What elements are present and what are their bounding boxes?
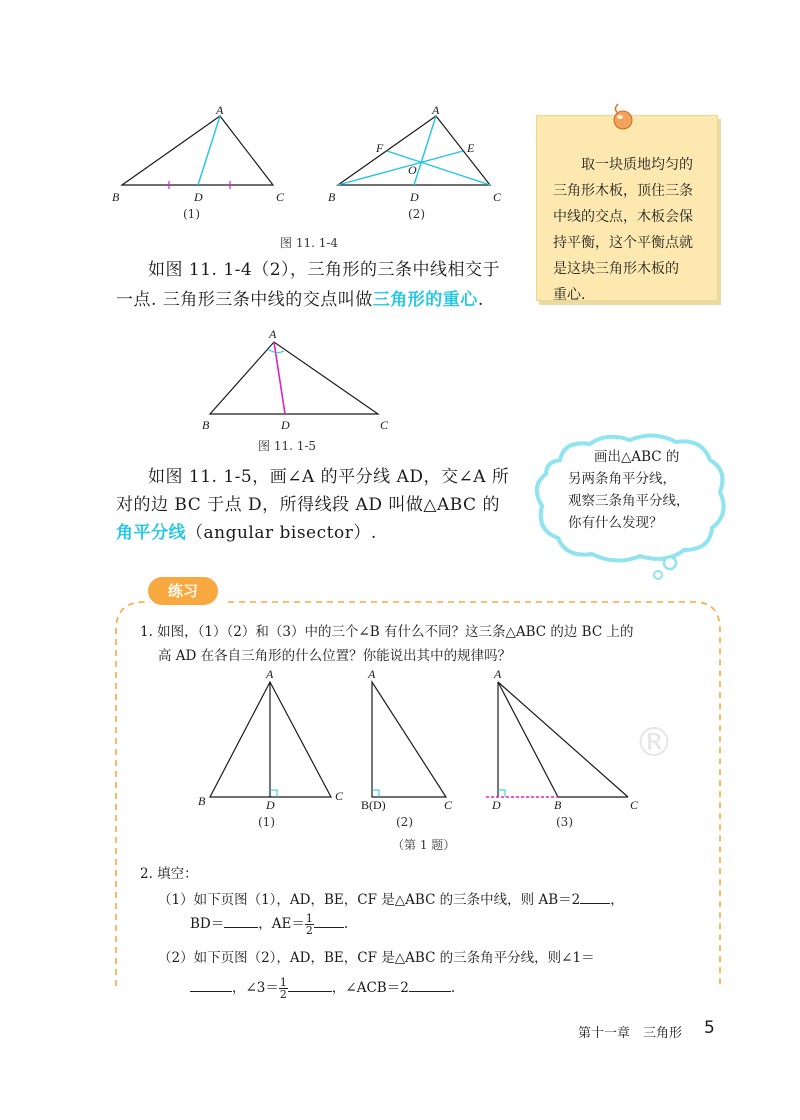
figure-11-1-5	[198, 322, 398, 434]
label-B: B	[198, 794, 206, 808]
cloud-line: 另两条角平分线，	[568, 471, 676, 487]
blank[interactable]	[190, 977, 232, 992]
label-C: C	[444, 798, 453, 812]
label-A: A	[494, 667, 502, 681]
sub-caption-1: (1)	[183, 207, 200, 221]
sub-caption-2: (2)	[408, 207, 425, 221]
fraction-one-half: $\frac{1}{2}$	[279, 976, 287, 1001]
blank[interactable]	[314, 913, 344, 928]
label-A: A	[266, 667, 274, 681]
figure-caption-11-1-5: 图 11. 1-5	[258, 439, 317, 453]
para1-line2: 一点. 三角形三条中线的交点叫做三角形的重心.	[116, 290, 484, 310]
note-line: 中线的交点，木板会保	[553, 209, 693, 225]
blank[interactable]	[580, 889, 610, 904]
note-line: 重心.	[553, 287, 586, 303]
cloud-line: 你有什么发现？	[568, 515, 663, 531]
q2-part2-line1: （2）如下页图（2），AD，BE，CF 是△ABC 的三条角平分线，则∠1＝	[158, 950, 595, 966]
term-angle-bisector: 角平分线	[116, 523, 186, 543]
figure-caption-11-1-4: 图 11. 1-4	[280, 236, 339, 250]
label-D: D	[194, 190, 203, 204]
blank[interactable]	[224, 913, 258, 928]
term-centroid: 三角形的重心	[372, 290, 478, 310]
q1-line1: 1. 如图，（1）（2）和（3）中的三个∠B 有什么不同？这三条△ABC 的边 BC 上的	[140, 624, 634, 640]
exercise-caption-2: (2)	[396, 815, 413, 829]
q2-title: 2. 填空：	[140, 866, 198, 882]
label-B: B	[112, 190, 120, 204]
label-B-D: B(D)	[361, 798, 386, 812]
note-box	[536, 115, 718, 301]
q2-part2-line2: ，∠3＝ $\frac{1}{2}$ ，∠ACB＝2 .	[190, 976, 455, 1000]
para2-line2: 对的边 BC 于点 D，所得线段 AD 叫做△ABC 的	[116, 495, 500, 515]
label-O: O	[408, 163, 417, 177]
blank[interactable]	[409, 977, 451, 992]
pushpin-icon	[606, 100, 640, 134]
label-C: C	[335, 789, 344, 803]
exercise-caption-3: (3)	[556, 815, 573, 829]
footer-chapter: 第十一章 三角形	[578, 1026, 683, 1041]
label-A: A	[368, 667, 376, 681]
note-line: 是这块三角形木板的	[553, 261, 679, 277]
q2-part1-line2: BD＝ ，AE＝ $\frac{1}{2}$ .	[190, 912, 349, 937]
exercise-tab: 练习	[148, 577, 218, 605]
label-B: B	[328, 190, 336, 204]
label-D: D	[492, 798, 501, 812]
exercise-figure-2	[358, 666, 478, 816]
note-line: 三角形木板，顶住三条	[553, 183, 693, 199]
figure-11-1-4-1	[108, 104, 288, 204]
label-A: A	[432, 104, 440, 117]
label-F: F	[376, 141, 384, 155]
label-C: C	[630, 798, 639, 812]
label-C: C	[276, 190, 285, 204]
label-A: A	[216, 104, 224, 117]
para1-line1: 如图 11. 1-4（2），三角形的三条中线相交于	[148, 260, 501, 280]
para2-line1: 如图 11. 1-5，画∠A 的平分线 AD，交∠A 所	[148, 467, 510, 487]
q2-part1-line1: （1）如下页图（1），AD，BE，CF 是△ABC 的三条中线，则 AB＝2 ，	[158, 888, 624, 912]
label-E: E	[467, 141, 475, 155]
note-line: 取一块质地均匀的	[581, 157, 693, 173]
q1-line2: 高 AD 在各自三角形的什么位置？你能说出其中的规律吗？	[158, 648, 512, 664]
cloud-line: 画出△ABC 的	[594, 449, 680, 465]
cloud-line: 观察三条角平分线，	[568, 493, 690, 509]
exercise-caption-1: (1)	[258, 815, 275, 829]
note-line: 持平衡，这个平衡点就	[553, 235, 693, 251]
blank[interactable]	[288, 977, 332, 992]
label-B: B	[202, 418, 210, 432]
label-D: D	[266, 798, 275, 812]
exercise-figure-1	[194, 666, 354, 816]
fraction-one-half: $\frac{1}{2}$	[305, 912, 313, 937]
label-C: C	[493, 190, 502, 204]
page-number: 5	[704, 1018, 715, 1038]
figure-11-1-4-2	[322, 104, 512, 204]
label-D: D	[410, 190, 419, 204]
label-D: D	[281, 418, 290, 432]
exercise-figure-caption: （第 1 题）	[392, 838, 456, 852]
exercise-figure-3	[484, 666, 644, 816]
label-A: A	[269, 327, 277, 341]
para2-line3: 角平分线（angular bisector）.	[116, 523, 377, 543]
label-C: C	[380, 418, 389, 432]
cloud-text	[568, 446, 718, 534]
watermark-registered-mark: ®	[634, 720, 674, 766]
label-B: B	[554, 798, 562, 812]
